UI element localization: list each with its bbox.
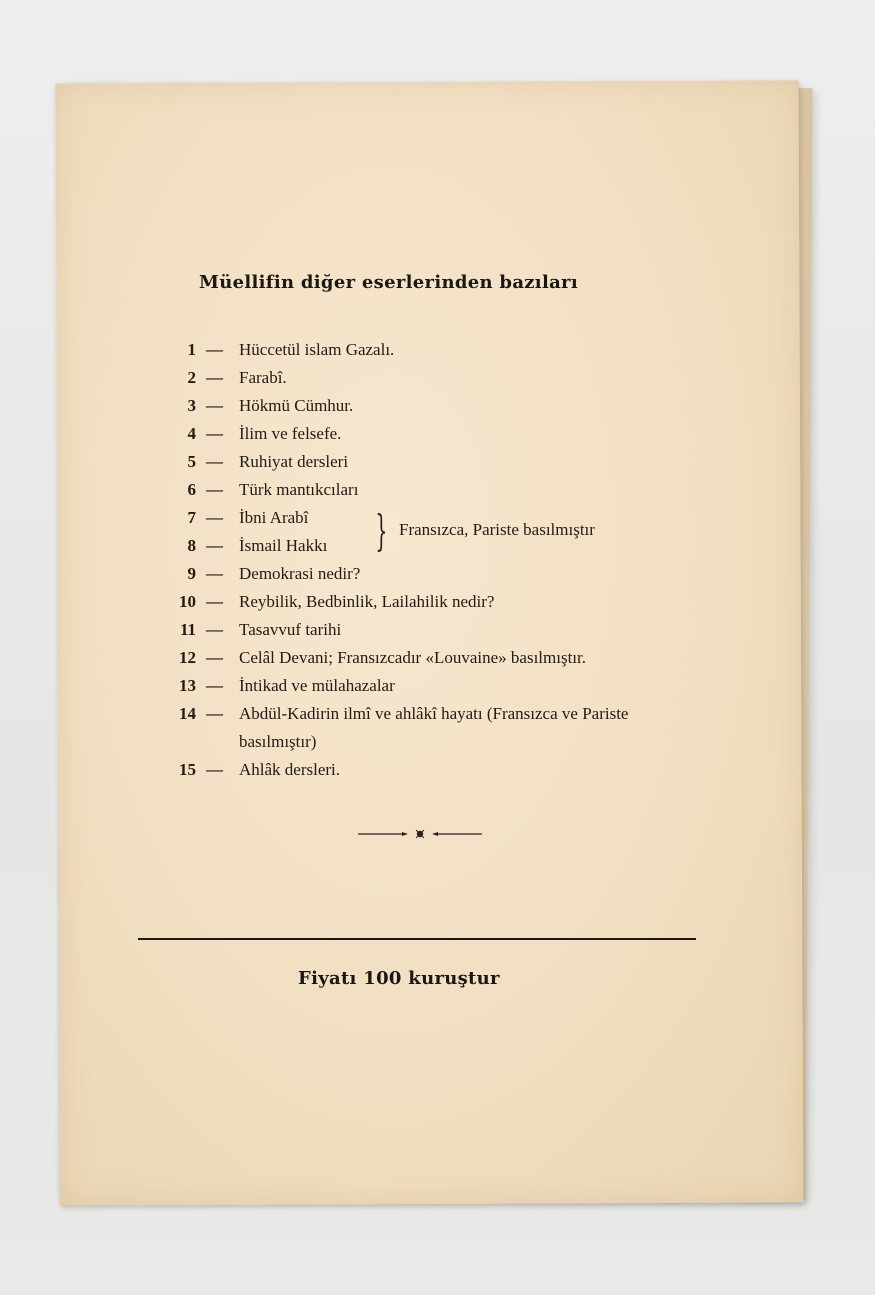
item-number: 10 xyxy=(179,592,196,611)
item-number: 15 xyxy=(179,760,196,779)
em-dash: — xyxy=(206,760,223,779)
list-item xyxy=(166,420,726,448)
list-item xyxy=(166,588,726,616)
item-number: 11 xyxy=(179,620,196,639)
page-heading: Müellifin diğer eserlerinden bazıları xyxy=(199,272,578,293)
item-title: Demokrasi nedir? xyxy=(239,564,361,583)
em-dash: — xyxy=(206,536,223,555)
item-number: 2 xyxy=(187,368,196,387)
list-item xyxy=(166,644,726,672)
item-number: 1 xyxy=(187,340,196,359)
em-dash: — xyxy=(206,564,223,583)
em-dash: — xyxy=(206,620,223,639)
item-number: 12 xyxy=(179,648,196,667)
list-item xyxy=(166,672,726,700)
em-dash: — xyxy=(206,452,223,471)
list-item xyxy=(166,616,726,644)
item-title: Tasavvuf tarihi xyxy=(239,620,342,639)
brace-note: Fransızca, Pariste basılmıştır xyxy=(399,520,595,539)
item-number: 13 xyxy=(179,676,196,695)
works-list xyxy=(166,336,726,784)
em-dash: — xyxy=(206,648,223,667)
item-number: 7 xyxy=(187,508,196,527)
item-number: 4 xyxy=(187,424,196,443)
list-item xyxy=(166,392,726,420)
item-number: 5 xyxy=(187,452,196,471)
horizontal-rule xyxy=(138,938,696,940)
item-number: 3 xyxy=(187,396,196,415)
item-title: Ruhiyat dersleri xyxy=(239,452,349,471)
ornament-divider-icon xyxy=(358,826,482,842)
em-dash: — xyxy=(206,480,223,499)
item-title: Abdül-Kadirin ilmî ve ahlâkî hayatı (Fransızca ve Pariste basılmıştır) xyxy=(239,704,629,751)
list-item xyxy=(166,756,726,784)
em-dash: — xyxy=(206,508,223,527)
item-title: İbni Arabî xyxy=(239,508,309,527)
item-title: İntikad ve mülahazalar xyxy=(239,676,395,695)
em-dash: — xyxy=(206,368,223,387)
item-number: 14 xyxy=(179,704,196,723)
item-number: 8 xyxy=(187,536,196,555)
item-title: İlim ve felsefe. xyxy=(239,424,342,443)
list-item xyxy=(166,476,726,504)
em-dash: — xyxy=(206,396,223,415)
item-number: 9 xyxy=(187,564,196,583)
item-title: Celâl Devani; Fransızcadır «Louvaine» basılmıştır. xyxy=(239,648,586,667)
list-item xyxy=(166,448,726,476)
price-label: Fiyatı 100 kuruştur xyxy=(298,968,500,989)
item-title: Ahlâk dersleri. xyxy=(239,760,341,779)
em-dash: — xyxy=(206,424,223,443)
item-title: İsmail Hakkı xyxy=(239,536,328,555)
em-dash: — xyxy=(206,592,223,611)
list-item xyxy=(166,700,726,756)
list-item xyxy=(166,560,726,588)
item-title: Hökmü Cümhur. xyxy=(239,396,354,415)
item-title: Hüccetül islam Gazalı. xyxy=(239,340,395,359)
em-dash: — xyxy=(206,340,223,359)
list-item xyxy=(166,364,726,392)
list-item xyxy=(166,336,726,364)
em-dash: — xyxy=(206,704,223,723)
curly-brace-icon: } xyxy=(375,506,388,555)
item-title: Farabî. xyxy=(239,368,287,387)
item-title: Türk mantıkcıları xyxy=(239,480,359,499)
item-title: Reybilik, Bedbinlik, Lailahilik nedir? xyxy=(239,592,495,611)
em-dash: — xyxy=(206,676,223,695)
item-number: 6 xyxy=(187,480,196,499)
